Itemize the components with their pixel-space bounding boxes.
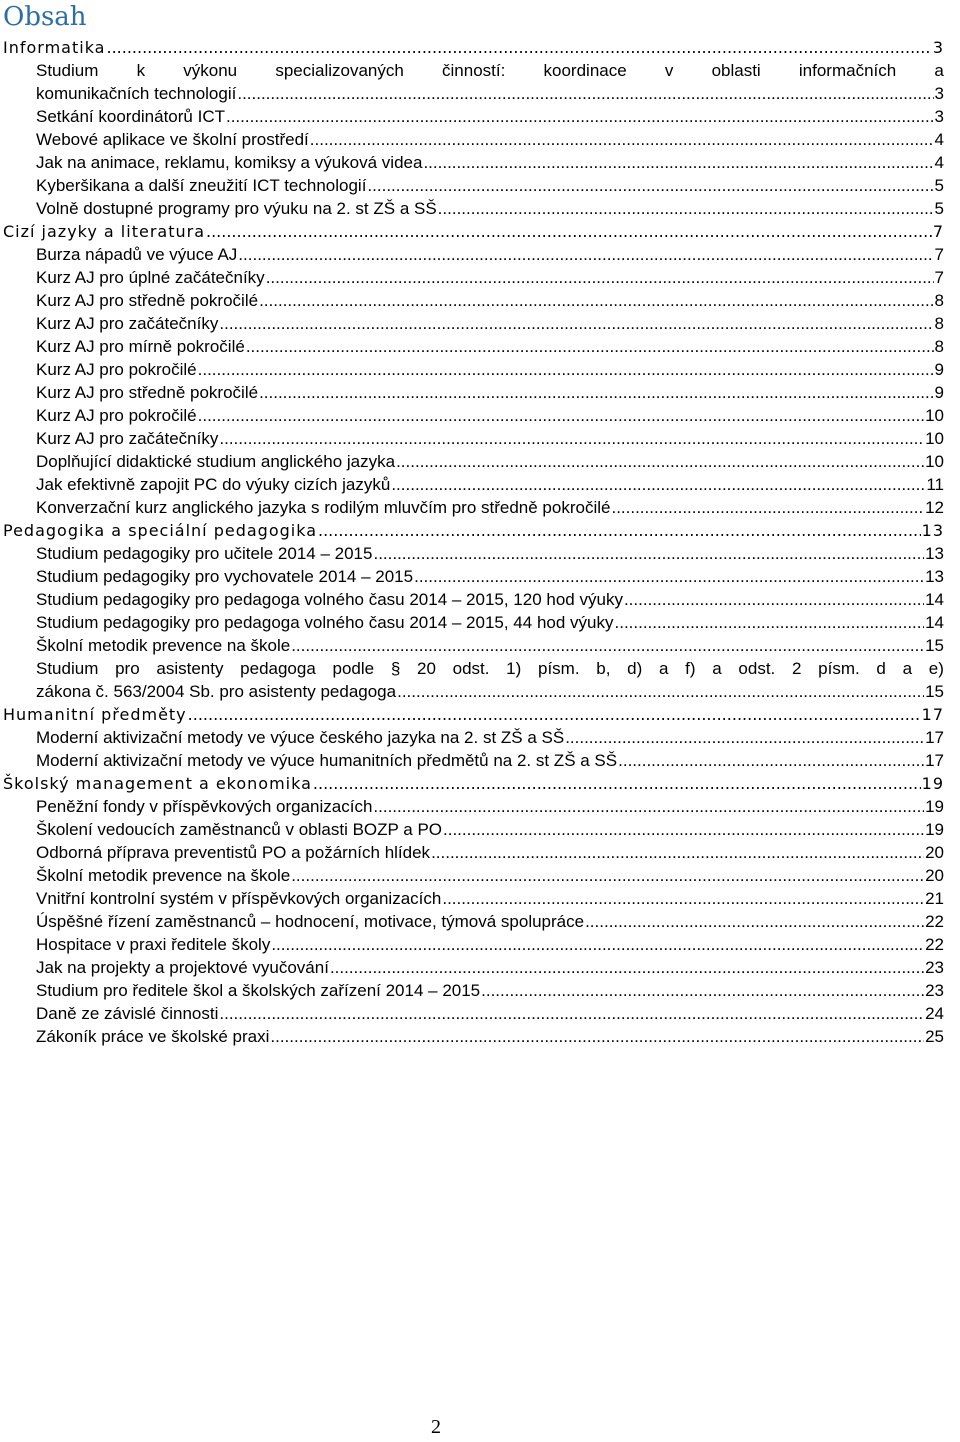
toc-entry-page: 7	[934, 268, 944, 287]
toc-entry-page: 15	[925, 682, 944, 701]
toc-entry[interactable]	[0, 335, 944, 358]
toc-entry-page: 20	[925, 866, 944, 885]
dot-leader	[198, 404, 924, 427]
dot-leader	[414, 565, 924, 588]
toc-entry-title: Doplňující didaktické studium anglického jazyka	[36, 452, 396, 471]
word: oblasti	[711, 61, 761, 80]
dot-leader	[259, 381, 933, 404]
toc-entry[interactable]	[0, 243, 944, 266]
toc-entry-title: Studium pedagogiky pro pedagoga volného času 2014 – 2015, 44 hod výuky	[36, 613, 614, 632]
word: a	[934, 61, 944, 80]
toc-section-pedagogika[interactable]	[0, 519, 944, 542]
dot-leader	[291, 864, 924, 887]
toc-entry[interactable]	[0, 818, 944, 841]
toc-entry-title: Konverzační kurz anglického jazyka s rodilým mluvčím pro středně pokročilé	[36, 498, 611, 517]
dot-leader	[396, 450, 924, 473]
toc-entry-title: Kurz AJ pro středně pokročilé	[36, 383, 259, 402]
toc-section-informatika[interactable]	[0, 36, 944, 59]
toc-entry[interactable]	[0, 450, 944, 473]
dot-leader	[206, 220, 932, 243]
dot-leader	[237, 82, 933, 105]
toc-entry[interactable]	[0, 634, 944, 657]
toc-entry[interactable]	[0, 404, 944, 427]
toc-entry-title: Setkání koordinátorů ICT	[36, 107, 225, 126]
toc-entry-title: Školní metodik prevence na škole	[36, 636, 291, 655]
toc-entry-page: 13	[921, 521, 944, 540]
dot-leader	[198, 358, 934, 381]
dot-leader	[565, 726, 924, 749]
toc-entry-title: Hospitace v praxi ředitele školy	[36, 935, 271, 954]
toc-entry-title: Informatika	[3, 38, 106, 57]
toc-entry-title: Zákoník práce ve školské praxi	[36, 1027, 270, 1046]
toc-entry-page: 14	[925, 590, 944, 609]
dot-leader	[226, 105, 934, 128]
toc-entry-page: 4	[934, 130, 944, 149]
dot-leader	[443, 818, 924, 841]
toc-section-humanitni[interactable]	[0, 703, 944, 726]
dot-leader	[318, 519, 921, 542]
toc-entry-page: 14	[925, 613, 944, 632]
toc-entry-page: 24	[925, 1004, 944, 1023]
dot-leader	[219, 1002, 924, 1025]
toc-entry-title: Burza nápadů ve výuce AJ	[36, 245, 238, 264]
toc-entry[interactable]	[0, 427, 944, 450]
toc-entry-page: 8	[934, 291, 944, 310]
toc-entry-page: 3	[932, 38, 944, 57]
word: d	[876, 659, 886, 678]
toc-entry-title: Moderní aktivizační metody ve výuce českého jazyka na 2. st ZŠ a SŠ	[36, 728, 565, 747]
word: informačních	[798, 61, 897, 80]
dot-leader	[397, 680, 924, 703]
toc-entry-title: Kyberšikana a další zneužití ICT technologií	[36, 176, 367, 195]
toc-entry[interactable]	[0, 795, 944, 818]
dot-leader	[246, 335, 934, 358]
toc-entry-title: Kurz AJ pro začátečníky	[36, 429, 219, 448]
toc-entry-title: Daně ze závislé činnosti	[36, 1004, 219, 1023]
toc-entry[interactable]	[0, 749, 944, 772]
toc-entry[interactable]	[0, 174, 944, 197]
dot-leader	[431, 841, 924, 864]
toc-entry-title: Odborná příprava preventistů PO a požárních hlídek	[36, 843, 431, 862]
word: výkonu	[183, 61, 238, 80]
toc-entry[interactable]	[0, 1002, 944, 1025]
word: písm.	[818, 659, 860, 678]
toc-entry[interactable]	[0, 128, 944, 151]
word: §	[390, 659, 401, 678]
dot-leader	[219, 312, 933, 335]
toc-entry-page: 3	[934, 107, 944, 126]
toc-entry-page: 25	[925, 1027, 944, 1046]
toc-entry[interactable]	[0, 588, 944, 611]
dot-leader	[615, 611, 925, 634]
dot-leader	[438, 197, 934, 220]
toc-entry[interactable]	[0, 680, 944, 703]
word: odst.	[452, 659, 490, 678]
toc-entry-page: 9	[934, 383, 944, 402]
toc-entry-line1	[36, 657, 944, 680]
toc-entry[interactable]	[0, 864, 944, 887]
toc-entry[interactable]	[0, 565, 944, 588]
toc-entry[interactable]	[0, 910, 944, 933]
toc-entry-multiline[interactable]	[0, 657, 944, 680]
dot-leader	[391, 473, 925, 496]
word: koordinace	[543, 61, 627, 80]
toc-entry-page: 7	[934, 245, 944, 264]
toc-entry[interactable]	[0, 611, 944, 634]
toc-entry[interactable]	[0, 105, 944, 128]
word: 20	[416, 659, 436, 678]
toc-entry[interactable]	[0, 979, 944, 1002]
word: a	[712, 659, 722, 678]
toc-entry[interactable]	[0, 726, 944, 749]
toc-entry[interactable]	[0, 266, 944, 289]
toc-entry-page: 23	[925, 958, 944, 977]
toc-entry-page: 15	[925, 636, 944, 655]
toc-heading: Obsah	[3, 2, 87, 32]
word: Studium	[36, 61, 99, 80]
dot-leader	[330, 956, 924, 979]
word: a	[902, 659, 913, 678]
toc-entry-page: 23	[925, 981, 944, 1000]
toc-entry-page: 9	[934, 360, 944, 379]
toc-entry-title: Studium pedagogiky pro pedagoga volného času 2014 – 2015, 120 hod výuky	[36, 590, 623, 609]
toc-entry-page: 3	[934, 84, 944, 103]
dot-leader	[624, 588, 924, 611]
toc-entry-page: 13	[925, 544, 944, 563]
word: k	[136, 61, 146, 80]
toc-entry-line1	[36, 59, 944, 82]
dot-leader	[313, 772, 921, 795]
toc-entry-title: Kurz AJ pro mírně pokročilé	[36, 337, 245, 356]
toc-entry[interactable]	[0, 358, 944, 381]
toc-entry[interactable]	[0, 956, 944, 979]
toc-entry-page: 4	[934, 153, 944, 172]
dot-leader	[266, 266, 934, 289]
toc-entry-page: 17	[921, 705, 944, 724]
dot-leader	[373, 795, 924, 818]
dot-leader	[618, 749, 924, 772]
word: 2	[791, 659, 802, 678]
table-of-contents	[0, 36, 944, 1048]
toc-entry-title: Školení vedoucích zaměstnanců v oblasti BOZP a PO	[36, 820, 443, 839]
toc-entry-title: komunikačních technologií	[36, 84, 237, 103]
toc-entry-page: 17	[925, 728, 944, 747]
toc-entry-title: Studium pro ředitele škol a školských zařízení 2014 – 2015	[36, 981, 481, 1000]
dot-leader	[442, 887, 924, 910]
toc-entry-title: Moderní aktivizační metody ve výuce humanitních předmětů na 2. st ZŠ a SŠ	[36, 751, 618, 770]
dot-leader	[367, 174, 933, 197]
toc-entry-title: Kurz AJ pro pokročilé	[36, 406, 197, 425]
toc-entry-title: Kurz AJ pro začátečníky	[36, 314, 219, 333]
toc-entry-title: Jak na projekty a projektové vyučování	[36, 958, 329, 977]
toc-entry-title: Kurz AJ pro středně pokročilé	[36, 291, 259, 310]
toc-entry-title: Pedagogika a speciální pedagogika	[3, 521, 317, 540]
toc-entry[interactable]	[0, 312, 944, 335]
toc-entry-page: 13	[925, 567, 944, 586]
toc-entry-page: 17	[925, 751, 944, 770]
word: podle	[332, 659, 375, 678]
dot-leader	[271, 933, 924, 956]
toc-entry-multiline[interactable]	[0, 59, 944, 82]
toc-entry[interactable]	[0, 841, 944, 864]
toc-entry-title: Webové aplikace ve školní prostředí	[36, 130, 309, 149]
toc-entry[interactable]	[0, 197, 944, 220]
dot-leader	[238, 243, 933, 266]
toc-section-management[interactable]	[0, 772, 944, 795]
word: e)	[928, 659, 944, 678]
toc-entry[interactable]	[0, 933, 944, 956]
toc-entry-page: 5	[934, 176, 944, 195]
toc-entry-page: 10	[925, 406, 944, 425]
toc-entry-page: 19	[925, 820, 944, 839]
toc-entry-page: 10	[925, 429, 944, 448]
toc-section-cizi-jazyky[interactable]	[0, 220, 944, 243]
toc-entry-title: Úspěšné řízení zaměstnanců – hodnocení, motivace, týmová spolupráce	[36, 912, 585, 931]
word: Studium	[36, 659, 99, 678]
word: specializovaných	[275, 61, 404, 80]
page-number: 2	[431, 1416, 441, 1438]
dot-leader	[310, 128, 934, 151]
word: činností:	[442, 61, 506, 80]
toc-entry-title: Cizí jazyky a literatura	[3, 222, 205, 241]
toc-entry[interactable]	[0, 151, 944, 174]
word: 1)	[506, 659, 522, 678]
toc-entry[interactable]	[0, 1025, 944, 1048]
dot-leader	[481, 979, 924, 1002]
toc-entry[interactable]	[0, 82, 944, 105]
toc-entry-title: Peněžní fondy v příspěvkových organizacích	[36, 797, 373, 816]
word: asistenty	[156, 659, 224, 678]
toc-entry-title: Kurz AJ pro úplné začátečníky	[36, 268, 265, 287]
toc-entry[interactable]	[0, 381, 944, 404]
toc-entry-page: 10	[925, 452, 944, 471]
dot-leader	[373, 542, 924, 565]
word: d)	[627, 659, 643, 678]
toc-entry-title: zákona č. 563/2004 Sb. pro asistenty pedagoga	[36, 682, 397, 701]
toc-entry-page: 19	[925, 797, 944, 816]
toc-entry-page: 19	[921, 774, 944, 793]
toc-entry-page: 8	[934, 314, 944, 333]
toc-entry[interactable]	[0, 887, 944, 910]
dot-leader	[188, 703, 921, 726]
word: f)	[685, 659, 696, 678]
toc-entry-page: 22	[925, 935, 944, 954]
toc-entry[interactable]	[0, 496, 944, 519]
dot-leader	[611, 496, 924, 519]
word: pedagoga	[240, 659, 316, 678]
word: a	[658, 659, 669, 678]
word: b,	[596, 659, 611, 678]
toc-entry[interactable]	[0, 289, 944, 312]
word: odst.	[738, 659, 776, 678]
dot-leader	[291, 634, 924, 657]
word: písm.	[538, 659, 580, 678]
toc-entry-title: Školský management a ekonomika	[3, 774, 312, 793]
toc-entry[interactable]	[0, 542, 944, 565]
toc-entry-page: 7	[932, 222, 944, 241]
toc-entry-page: 11	[926, 475, 944, 494]
dot-leader	[106, 36, 931, 59]
toc-entry-title: Jak na animace, reklamu, komiksy a výuková videa	[36, 153, 423, 172]
dot-leader	[270, 1025, 924, 1048]
dot-leader	[423, 151, 933, 174]
toc-entry-title: Školní metodik prevence na škole	[36, 866, 291, 885]
dot-leader	[585, 910, 924, 933]
toc-entry-page: 22	[925, 912, 944, 931]
toc-entry[interactable]	[0, 473, 944, 496]
toc-entry-page: 12	[925, 498, 944, 517]
word: pro	[115, 659, 140, 678]
toc-entry-page: 8	[934, 337, 944, 356]
toc-entry-page: 21	[925, 889, 944, 908]
toc-entry-title: Studium pedagogiky pro učitele 2014 – 2015	[36, 544, 373, 563]
toc-entry-page: 5	[934, 199, 944, 218]
toc-entry-page: 20	[925, 843, 944, 862]
toc-entry-title: Studium pedagogiky pro vychovatele 2014 – 2015	[36, 567, 414, 586]
dot-leader	[259, 289, 933, 312]
toc-entry-title: Vnitřní kontrolní systém v příspěvkových organizacích	[36, 889, 442, 908]
toc-entry-title: Volně dostupné programy pro výuku na 2. st ZŠ a SŠ	[36, 199, 437, 218]
word: v	[664, 61, 674, 80]
dot-leader	[219, 427, 924, 450]
toc-entry-title: Jak efektivně zapojit PC do výuky cizích jazyků	[36, 475, 391, 494]
toc-entry-title: Kurz AJ pro pokročilé	[36, 360, 197, 379]
toc-entry-title: Humanitní předměty	[3, 705, 187, 724]
